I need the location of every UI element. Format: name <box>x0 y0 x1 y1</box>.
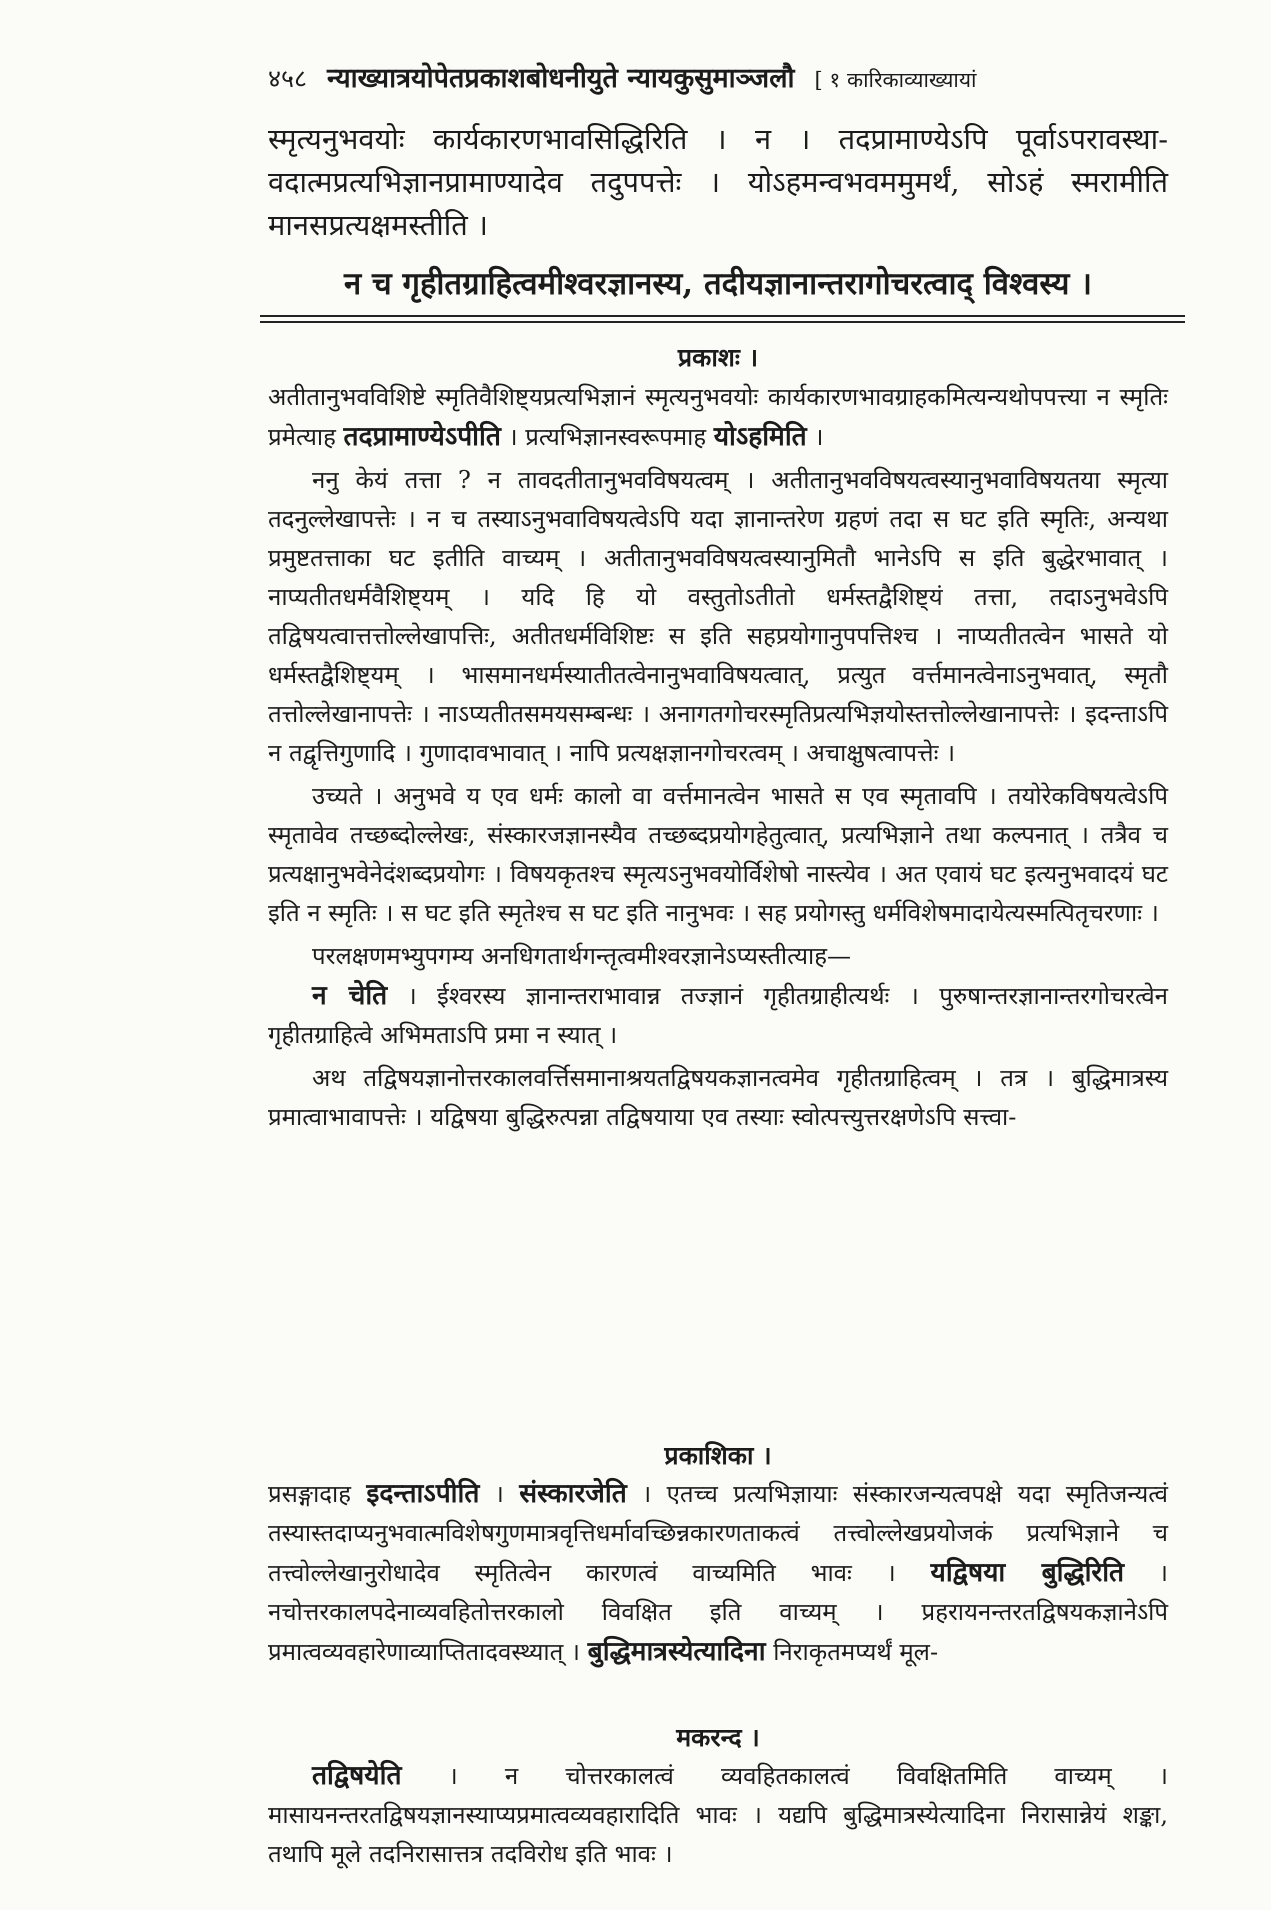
paragraph-text: । ईश्वरस्य ज्ञानान्तराभावान्न तज्ज्ञानं गृहीतग्राहीत्यर्थः । पुरुषान्तरज्ञानान्तरगोचरत्वेन गृहीतग्राहित्वे अभिमताऽपि प्रमा न स्यात् । <box>268 982 1168 1049</box>
lemma: तदप्रामाण्येऽपीति <box>343 421 501 452</box>
prakasha-paragraph-3: उच्यते । अनुभवे य एव धर्मः कालो वा वर्त्तमानत्वेन भासते स एव स्मृतावपि । तयोरेकविषयत्वेऽपि स्मृतावेव तच्छब्दोल्लेखः, संस्कारजज्ञानस्यैव तच्छब्दप्रयोगहेतुत्वात्, प्रत्यभिज्ञाने तथा कल्पनात् । तत्रैव च प्रत्यक्षानुभवेनेदंशब्दप्रयोगः । विषयकृतश्च स्मृत्यऽनुभवयोर्विशेषो नास्त्येव । अत एवायं घट इत्यनुभवादयं घट इति न स्मृतिः । स घट इति स्मृतेश्च स घट इति नानुभवः । सह प्रयोगस्तु धर्मविशेषमादायेत्यस्मत्पितृचरणाः । <box>268 782 1168 927</box>
paragraph-text: । <box>494 1480 504 1508</box>
paragraph-text: प्रसङ्गादाह <box>268 1480 351 1508</box>
running-header <box>268 58 1168 98</box>
section-heading-makaranda: मकरन्द । <box>676 1723 760 1752</box>
prakasha-paragraph-6: अथ तद्विषयज्ञानोत्तरकालवर्त्तिसमानाश्रयतद्विषयकज्ञानत्वमेव गृहीतग्राहित्वम् । तत्र । बुद्धिमात्रस्य प्रमात्वाभावापत्तेः । यद्विषया बुद्धिरुत्पन्ना तद्विषयाया एव तस्याः स्वोत्पत्त्युत्तरक्षणेऽपि सत्त्वा- <box>268 1064 1168 1131</box>
running-title: न्याख्यात्रयोपेतप्रकाशबोधनीयुते न्यायकुसुमाञ्जलौ <box>327 63 795 94</box>
karika-rule-top <box>260 315 1185 317</box>
section-heading-prakasha: प्रकाशः । <box>677 343 759 372</box>
root-paragraph: स्मृत्यनुभवयोः कार्यकारणभावसिद्धिरिति । न । तदप्रामाण्येऽपि पूर्वाऽपरावस्था-वदात्मप्रत्यभिज्ञानप्रामाण्यादेव तदुपपत्तेः । योऽहमन्वभवममुमर्थं, सोऽहं स्मरामीति मानसप्रत्यक्षमस्तीति । <box>268 122 1168 242</box>
running-section: [ १ कारिकाव्याख्यायां <box>814 68 977 92</box>
prakashika-paragraph <box>268 1474 1168 1672</box>
lemma: न चेति <box>312 980 388 1011</box>
paragraph-text: । नचोत्तरकालपदेनाव्यवहितोत्तरकालो विवक्षित इति वाच्यम् । प्रहरायनन्तरतद्विषयकज्ञानेऽपि प्रमात्वव्यवहारेणाव्याप्तितादवस्थ्यात् । <box>268 1559 1168 1666</box>
karika-rule-bottom <box>260 321 1185 323</box>
paragraph-text: । न चोत्तरकालत्वं व्यवहितकालत्वं विवक्षितमिति वाच्यम् । मासायनन्तरतद्विषयज्ञानस्याप्यप्रमात्वव्यवहारादिति भावः । यद्यपि बुद्धिमात्रस्येत्यादिना निरासान्नेयं शङ्का, तथापि मूले तदनिरासात्तत्र तदविरोध इति भावः । <box>268 1762 1168 1868</box>
makaranda-paragraph <box>268 1756 1168 1874</box>
lemma: इदन्ताऽपीति <box>366 1478 480 1509</box>
lemma: बुद्धिमात्रस्येत्यादिना <box>587 1636 766 1667</box>
makaranda-section <box>268 1756 1168 1874</box>
prakasha-paragraph-1 <box>268 378 1168 457</box>
lemma: संस्कारजेति <box>519 1478 627 1509</box>
prakasha-paragraph-2: ननु केयं तत्ता ? न तावदतीतानुभवविषयत्वम् । अतीतानुभवविषयत्वस्यानुभवाविषयतया स्मृत्या तदनुल्लेखापत्तेः । न च तस्याऽनुभवाविषयत्वेऽपि यदा ज्ञानान्तरेण ग्रहणं तदा स घट इति स्मृतिः, अन्यथा प्रमुष्टतत्ताका घट इतीति वाच्यम् । अतीतानुभवविषयत्वस्यानुमितौ भानेऽपि स इति बुद्धेरभावात् । नाप्यतीतधर्मवैशिष्ट्यम् । यदि हि यो वस्तुतोऽतीतो धर्मस्तद्वैशिष्ट्यं तत्ता, तदाऽनुभवेऽपि तद्विषयत्वात्तत्तोल्लेखापत्तिः, अतीतधर्मविशिष्टः स इति सहप्रयोगानुपपत्तिश्च । नाप्यतीतत्वेन भासते यो धर्मस्तद्वैशिष्ट्यम् । भासमानधर्मस्यातीतत्वेनानुभवाविषयत्वात्, प्रत्युत वर्त्तमानत्वेनाऽनुभवात्, स्मृतौ तत्तोल्लेखानापत्तेः । नाऽप्यतीतसमयसम्बन्धः । अनागतगोचरस्मृतिप्रत्यभिज्ञयोस्तत्तोल्लेखानापत्तेः । इदन्ताऽपि न तद्वृत्तिगुणादि । गुणादावभावात् । नापि प्रत्यक्षज्ञानगोचरत्वम् । अचाक्षुषत्वापत्तेः । <box>268 466 1168 767</box>
lemma: योऽहमिति <box>713 421 807 452</box>
prakasha-paragraph-5 <box>268 976 1168 1055</box>
karika-line: न च गृहीतग्राहित्वमीश्वरज्ञानस्य, तदीयज्ञानान्तरागोचरत्वाद् विश्वस्य । <box>344 266 1092 302</box>
lemma: तद्विषयेति <box>312 1760 402 1791</box>
prakasha-section <box>268 378 1168 1137</box>
prakashika-section <box>268 1474 1168 1672</box>
page-number: ४५८ <box>268 64 308 93</box>
paragraph-text: निराकृतमप्यर्थं मूल- <box>773 1638 939 1666</box>
lemma: यद्विषया बुद्धिरिति <box>930 1557 1125 1588</box>
paragraph-text: । प्रत्यभिज्ञानस्वरूपमाह <box>508 423 707 451</box>
root-commentary <box>268 118 1168 247</box>
paragraph-text: । <box>814 423 824 451</box>
section-heading-prakashika: प्रकाशिका । <box>664 1441 772 1470</box>
paragraph-text: अतीतानुभवविशिष्टे स्मृतिवैशिष्ट्यप्रत्यभिज्ञानं स्मृत्यनुभवयोः कार्यकारणभावग्राहकमित्यन्यथोपपत्त्या न स्मृतिः प्रमेत्याह <box>268 383 1168 451</box>
prakasha-paragraph-4: परलक्षणमभ्युपगम्य अनधिगतार्थगन्तृत्वमीश्वरज्ञानेऽप्यस्तीत्याह— <box>312 942 851 970</box>
paragraph-text: । एतच्च प्रत्यभिज्ञायाः संस्कारजन्यत्वपक्षे यदा स्मृतिजन्यत्वं तस्यास्तदाप्यनुभवात्मविशेषगुणमात्रवृत्तिधर्मावच्छिन्नकारणताकत्वं तत्त्वोल्लेखप्रयोजकं प्रत्यभिज्ञाने च तत्त्वोल्लेखानुरोधादेव स्मृतित्वेन कारणत्वं वाच्यमिति भावः । <box>268 1480 1168 1587</box>
